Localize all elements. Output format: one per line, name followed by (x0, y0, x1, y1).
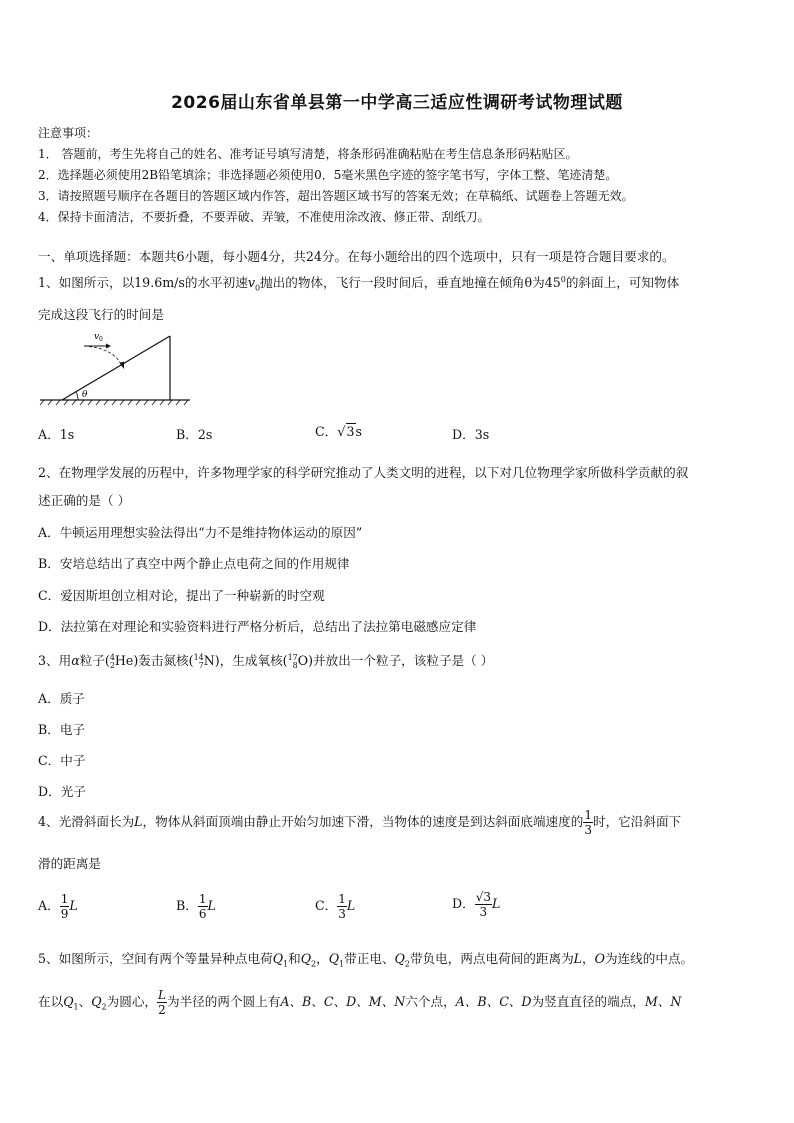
q5-Q-sub: 1 (73, 1002, 79, 1012)
q1-degree: 0 (560, 274, 566, 284)
q4-option-b (176, 892, 216, 921)
n-symbol: N (203, 653, 215, 668)
q5-Q: Q (91, 994, 102, 1009)
q5-points: A、B、C、D、M、N (280, 994, 406, 1009)
q4-option-b-num: 1 (198, 892, 207, 906)
q2-option-c: C．爱因斯坦创立相对论，提出了一种崭新的时空观 (38, 588, 325, 603)
q5-Q: Q (300, 951, 312, 966)
incline-surface (62, 336, 170, 400)
q5-Q-sub: 2 (101, 1002, 107, 1012)
q5-line-1 (38, 948, 693, 969)
q4-frac-den: 3 (584, 823, 592, 837)
o-mass: 17 (287, 652, 298, 662)
q4-frac-num: 1 (584, 808, 592, 822)
q5-points: A、B、C、D (455, 994, 532, 1009)
q1-line-2: 完成这段飞行的时间是 (38, 307, 164, 322)
he-symbol: He (114, 653, 134, 668)
q5-points: M、N (644, 994, 682, 1009)
q4-option-d-var: L (491, 896, 501, 911)
theta-label: θ (82, 390, 88, 400)
q1-text: 抛出的物体，飞行一段时间后，垂直地撞在倾角θ为45 (260, 275, 561, 290)
q5-text: 为连线的中点。 (604, 951, 694, 966)
q5-text: ， (316, 951, 329, 966)
q1-v0-sub: 0 (254, 283, 261, 293)
q4-option-a-var: L (69, 898, 78, 913)
q5-L: L (573, 951, 583, 966)
q4-option-d (452, 890, 500, 919)
q1-option-c-unit: s (355, 424, 363, 439)
q5-text: 六个点， (405, 994, 456, 1009)
q4-option-a-label: A． (38, 898, 60, 913)
q4-option-b-label: B． (176, 898, 198, 913)
notice-item-1: 1． 答题前，考生先将自己的姓名、准考证号填写清楚，将条形码准确粘贴在考生信息条形码粘贴区。 (38, 147, 578, 161)
q5-text: 和 (288, 951, 301, 966)
q3-alpha: α (71, 653, 80, 668)
q2-option-a: A．牛顿运用理想实验法得出“力不是维持物体运动的原因” (38, 525, 363, 540)
q4-line-1 (38, 808, 681, 837)
q1-text: 1、如图所示，以19.6m/s的水平初速 (38, 275, 248, 290)
q3-option-c: C．中子 (38, 753, 86, 768)
q2-option-b: B．安培总结出了真空中两个静止点电荷之间的作用规律 (38, 556, 350, 571)
q4-fraction (583, 808, 593, 837)
q4-option-d-num: √3 (475, 890, 491, 904)
page-title: 2026届山东省单县第一中学高三适应性调研考试物理试题 (171, 93, 623, 113)
q2-line-2: 述正确的是（ ） (38, 493, 131, 508)
q3-option-a: A．质子 (38, 691, 85, 706)
angle-arc (76, 392, 78, 400)
q1-option-c-root: 3 (346, 424, 355, 439)
q4-option-d-label: D． (452, 896, 475, 911)
q1-option-c-label: C． (315, 424, 338, 439)
q5-line-2 (38, 988, 681, 1017)
q1-option-b: B．2s (176, 427, 213, 442)
q1-incline-figure (38, 326, 198, 408)
q5-frac-num: L (158, 988, 166, 1002)
q1-option-a: A．1s (38, 427, 75, 442)
q5-fraction (157, 988, 167, 1017)
q4-option-c-label: C． (315, 898, 338, 913)
v0-arrow-head (106, 344, 111, 349)
q3-option-b: B．电子 (38, 722, 86, 737)
q1-line-1 (38, 272, 679, 293)
q3-text: 3、用 (38, 653, 72, 668)
q4-option-a (38, 892, 78, 921)
notice-heading: 注意事项： (38, 126, 99, 140)
section-heading: 一、单项选择题：本题共6小题，每小题4分，共24分。在每小题给出的四个选项中，只有一项是符合题目要求的。 (38, 249, 675, 264)
q5-text: 为半径的两个圆上有 (166, 994, 281, 1009)
q2-option-d: D．法拉第在对理论和实验资料进行严格分析后，总结出了法拉第电磁感应定律 (38, 619, 477, 634)
n-number: 7 (198, 660, 204, 670)
q1-option-c: C．√3s (315, 424, 363, 440)
q5-Q: Q (272, 951, 284, 966)
q5-text: ， (582, 951, 595, 966)
notice-item-2: 2．选择题必须使用2B铅笔填涂；非选择题必须使用0．5毫米黑色字迹的签字笔书写，字体工整、笔迹清楚。 (38, 168, 618, 182)
q5-Q: Q (394, 951, 405, 966)
q5-text: 为圆心， (106, 994, 157, 1009)
q3-text: 粒子( (79, 653, 110, 668)
o-symbol: O (297, 653, 309, 668)
q5-text: 在以 (38, 994, 64, 1009)
q5-text: 带负电，两点电荷间的距离为 (409, 951, 574, 966)
ground-hatch (40, 400, 188, 405)
he-number: 2 (109, 660, 115, 670)
q5-Q: Q (328, 951, 340, 966)
q1-text: 的斜面上，可知物体 (565, 275, 680, 290)
q4-option-a-num: 1 (60, 892, 69, 906)
q5-O: O (594, 951, 605, 966)
q2-line-1: 2、在物理学发展的历程中，许多物理学家的科学研究推动了人类文明的进程，以下对几位物理学家所做科学贡献的叙 (38, 465, 689, 480)
o-number: 8 (292, 660, 298, 670)
q5-text: 5、如图所示，空间有两个等量异种点电荷 (38, 951, 273, 966)
q4-option-b-var: L (207, 898, 216, 913)
q4-option-d-den: 3 (479, 905, 488, 919)
q5-Q-sub: 2 (311, 959, 317, 969)
q4-text: 时，它沿斜面下 (592, 814, 682, 829)
notice-item-3: 3．请按照题号顺序在各题目的答题区域内作答，超出答题区域书写的答案无效；在草稿纸、试题卷上答题无效。 (38, 189, 634, 203)
q5-Q-sub: 1 (283, 959, 289, 969)
he-mass: 4 (109, 652, 115, 662)
q4-text: ，物体从斜面顶端由静止开始匀加速下滑，当物体的速度是到达斜面底端速度的 (142, 814, 584, 829)
q5-text: 带正电、 (344, 951, 395, 966)
q4-text: 4、光滑斜面长为 (38, 814, 135, 829)
q5-Q-sub: 2 (404, 959, 410, 969)
q3-text: )轰击氮核( (133, 653, 194, 668)
q4-option-c-den: 3 (338, 907, 346, 921)
q4-option-b-den: 6 (198, 907, 207, 921)
trajectory-curve (84, 346, 122, 366)
q1-v0: v (247, 275, 255, 290)
v0-label-sub: 0 (99, 336, 103, 343)
q5-text: 为竖直直径的端点， (531, 994, 645, 1009)
q5-text: 、 (78, 994, 92, 1009)
q3-text: )并放出一个粒子，该粒子是（ ） (308, 653, 494, 668)
n-mass: 14 (193, 652, 204, 662)
notice-item-4: 4．保持卡面清洁，不要折叠，不要弄破、弄皱，不准使用涂改液、修正带、刮纸刀。 (38, 210, 490, 224)
q5-Q-sub: 1 (339, 959, 345, 969)
q4-option-a-den: 9 (60, 907, 69, 921)
q4-L: L (134, 814, 143, 829)
q3-option-d: D．光子 (38, 784, 86, 799)
q5-Q: Q (63, 994, 74, 1009)
q5-frac-den: 2 (158, 1003, 166, 1017)
q3-line-1 (38, 650, 493, 670)
q4-option-c-num: 1 (338, 892, 346, 906)
q4-option-c-var: L (346, 898, 356, 913)
q1-option-d: D．3s (452, 427, 490, 442)
q4-option-c (315, 892, 355, 921)
v0-label: v (94, 332, 100, 342)
q4-line-2: 滑的距离是 (38, 856, 101, 871)
q3-text: )，生成氧核( (214, 653, 288, 668)
